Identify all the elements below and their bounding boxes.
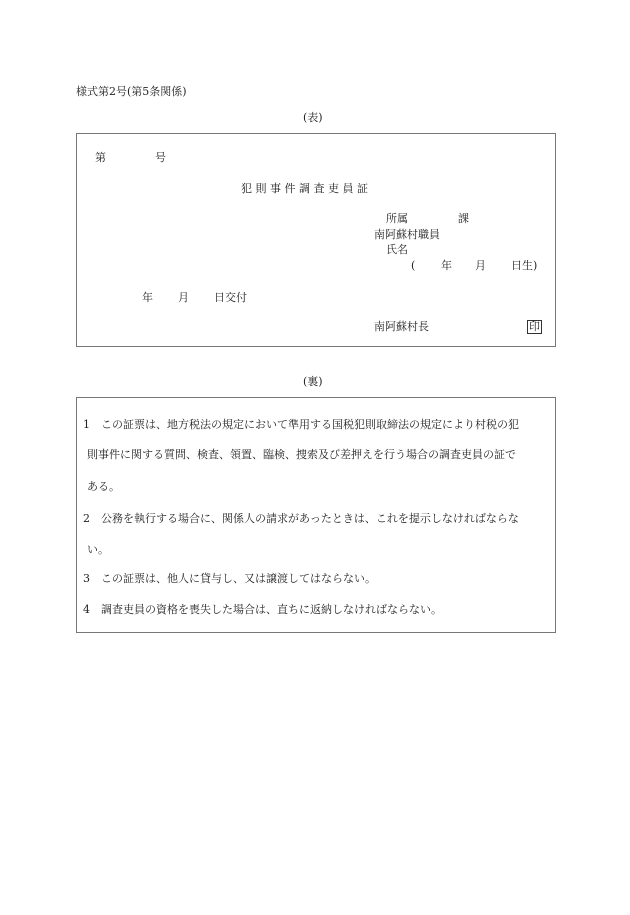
form-label: 様式第2号(第5条関係) <box>76 85 187 98</box>
birth-month: 月 <box>475 259 486 272</box>
note-line: 4 調査吏員の資格を喪失した場合は、直ちに返納しなければならない。 <box>83 603 442 616</box>
issue-year: 年 <box>142 291 153 304</box>
card-title: 犯 則 事 件 調 査 吏 員 証 <box>241 182 368 195</box>
note-line: い。 <box>87 543 109 556</box>
number-suffix: 号 <box>155 151 166 164</box>
section-label: 課 <box>458 212 469 225</box>
issuer-label: 南阿蘇村長 <box>374 320 429 333</box>
note-line: ある。 <box>87 480 120 493</box>
affiliation-label: 所属 <box>386 212 408 225</box>
note-line: 1 この証票は、地方税法の規定において準用する国税犯則取締法の規定により村税の犯 <box>83 418 519 431</box>
issue-day: 日交付 <box>214 291 247 304</box>
issue-month: 月 <box>178 291 189 304</box>
seal-mark: 印 <box>529 320 540 333</box>
birth-day: 日生) <box>511 259 538 272</box>
birth-year: 年 <box>441 259 452 272</box>
birth-open: ( <box>411 259 416 272</box>
number-prefix: 第 <box>95 151 106 164</box>
name-label: 氏名 <box>386 243 408 256</box>
note-line: 則事件に関する質問、検査、領置、臨検、捜索及び差押えを行う場合の調査吏員の証で <box>87 448 516 461</box>
staff-label: 南阿蘇村職員 <box>374 228 440 241</box>
note-line: 3 この証票は、他人に貸与し、又は譲渡してはならない。 <box>83 572 376 585</box>
back-heading: (裏) <box>303 375 323 388</box>
back-card <box>76 397 556 633</box>
front-card <box>76 133 556 347</box>
front-heading: (表) <box>303 111 323 124</box>
note-line: 2 公務を執行する場合に、関係人の請求があったときは、これを提示しなければならな <box>83 512 519 525</box>
